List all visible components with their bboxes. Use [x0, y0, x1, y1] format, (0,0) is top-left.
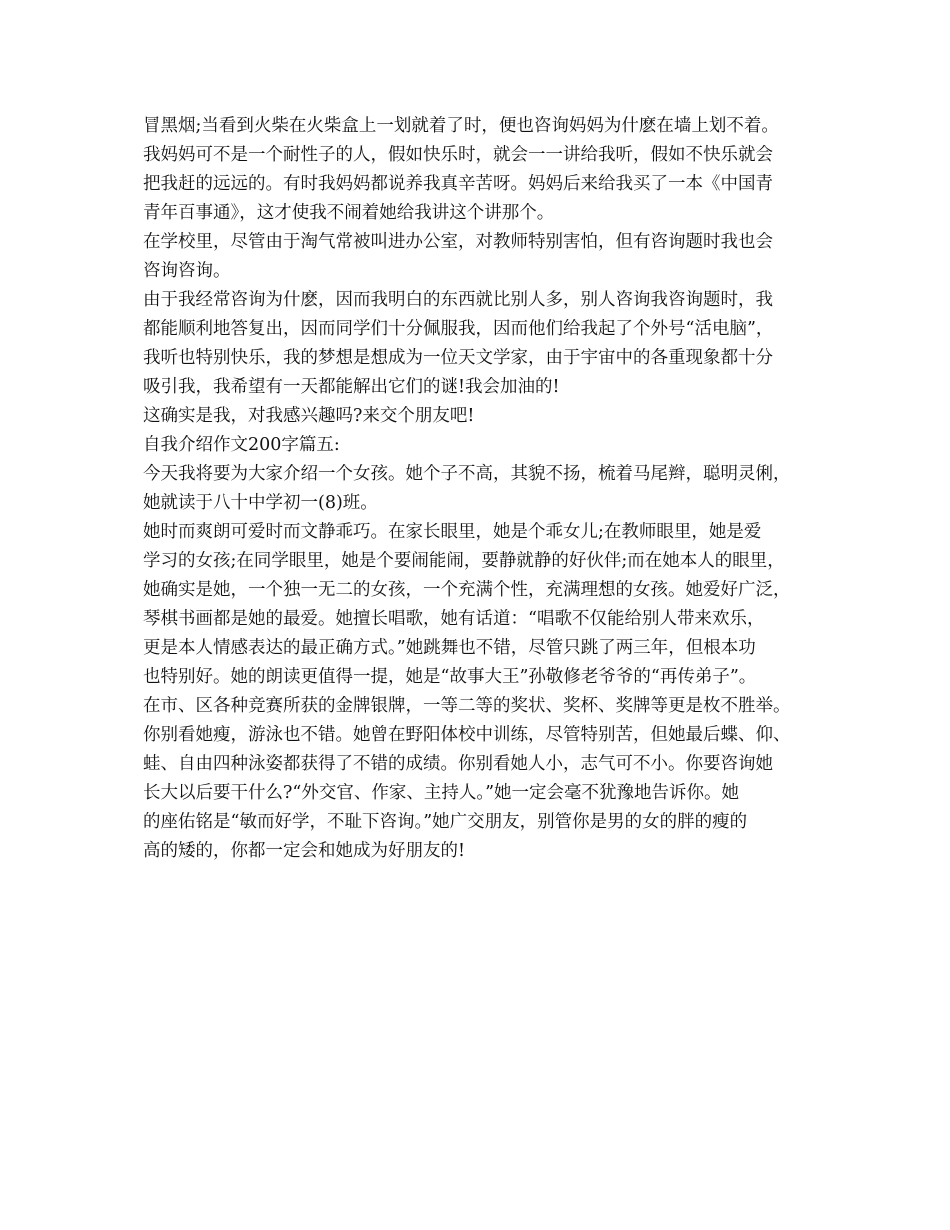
text-line: 在学校里，尽管由于淘气常被叫进办公室，对教师特别害怕，但有咨询题时我也会: [143, 232, 773, 252]
text-line: 今天我将要为大家介绍一个女孩。她个子不高，其貌不扬，梳着马尾辫，聪明灵俐，: [143, 464, 791, 484]
text-line: 我妈妈可不是一个耐性子的人，假如快乐时，就会一一讲给我听，假如不快乐就会: [143, 145, 773, 165]
text-line: 都能顺利地答复出，因而同学们十分佩服我，因而他们给我起了个外号“活电脑”，: [143, 319, 774, 339]
text-line: 青年百事通》，这才使我不闹着她给我讲这个讲那个。: [143, 203, 555, 223]
text-line: 也特别好。她的朗读更值得一提，她是“故事大王”孙敬修老爷爷的“再传弟子”。: [143, 667, 757, 687]
text-line: 蛙、自由四种泳姿都获得了不错的成绩。你别看她人小，志气可不小。你要咨询她: [143, 754, 773, 774]
text-line: 由于我经常咨询为什麽，因而我明白的东西就比别人多，别人咨询我咨询题时，我: [143, 290, 773, 310]
document-body: [143, 112, 833, 866]
text-line: 吸引我，我希望有一天都能解出它们的谜!我会加油的!: [143, 377, 560, 397]
text-line: 更是本人情感表达的最正确方式。”她跳舞也不错，尽管只跳了两三年，但根本功: [143, 638, 756, 658]
text-line: 你别看她瘦，游泳也不错。她曾在野阳体校中训练，尽管特别苦，但她最后蝶、仰、: [143, 725, 791, 745]
text-line: 我听也特别快乐，我的梦想是想成为一位天文学家，由于宇宙中的各重现象都十分: [143, 348, 773, 368]
text-line: 高的矮的，你都一定会和她成为好朋友的!: [143, 841, 466, 861]
text-line: 的座佑铭是“敏而好学，不耻下咨询。”她广交朋友，别管你是男的女的胖的瘦的: [143, 812, 748, 832]
text-line: 冒黑烟;当看到火柴在火柴盒上一划就着了时，便也咨询妈妈为什麽在墙上划不着。: [143, 116, 779, 136]
text-line: 她确实是她，一个独一无二的女孩，一个充满个性，充满理想的女孩。她爱好广泛，: [143, 580, 791, 600]
text-line: 她就读于八十中学初一(8)班。: [143, 493, 378, 513]
text-line: 在市、区各种竞赛所获的金牌银牌，一等二等的奖状、奖杯、奖牌等更是枚不胜举。: [143, 696, 791, 716]
text-line: 长大以后要干什么?“外交官、作家、主持人。”她一定会毫不犹豫地告诉你。她: [143, 783, 740, 803]
text-line: 这确实是我，对我感兴趣吗?来交个朋友吧!: [143, 406, 475, 426]
text-line: 学习的女孩;在同学眼里，她是个要闹能闹，要静就静的好伙伴;而在她本人的眼里，: [143, 551, 785, 571]
text-line: 咨询咨询。: [143, 261, 231, 281]
text-line: 把我赶的远远的。有时我妈妈都说养我真辛苦呀。妈妈后来给我买了一本《中国青: [143, 174, 773, 194]
text-line: 她时而爽朗可爱时而文静乖巧。在家长眼里，她是个乖女儿;在教师眼里，她是爱: [143, 522, 762, 542]
text-line: 琴棋书画都是她的最爱。她擅长唱歌，她有话道：“唱歌不仅能给别人带来欢乐，: [143, 609, 765, 629]
section-heading: 自我介绍作文200字篇五:: [143, 435, 340, 455]
